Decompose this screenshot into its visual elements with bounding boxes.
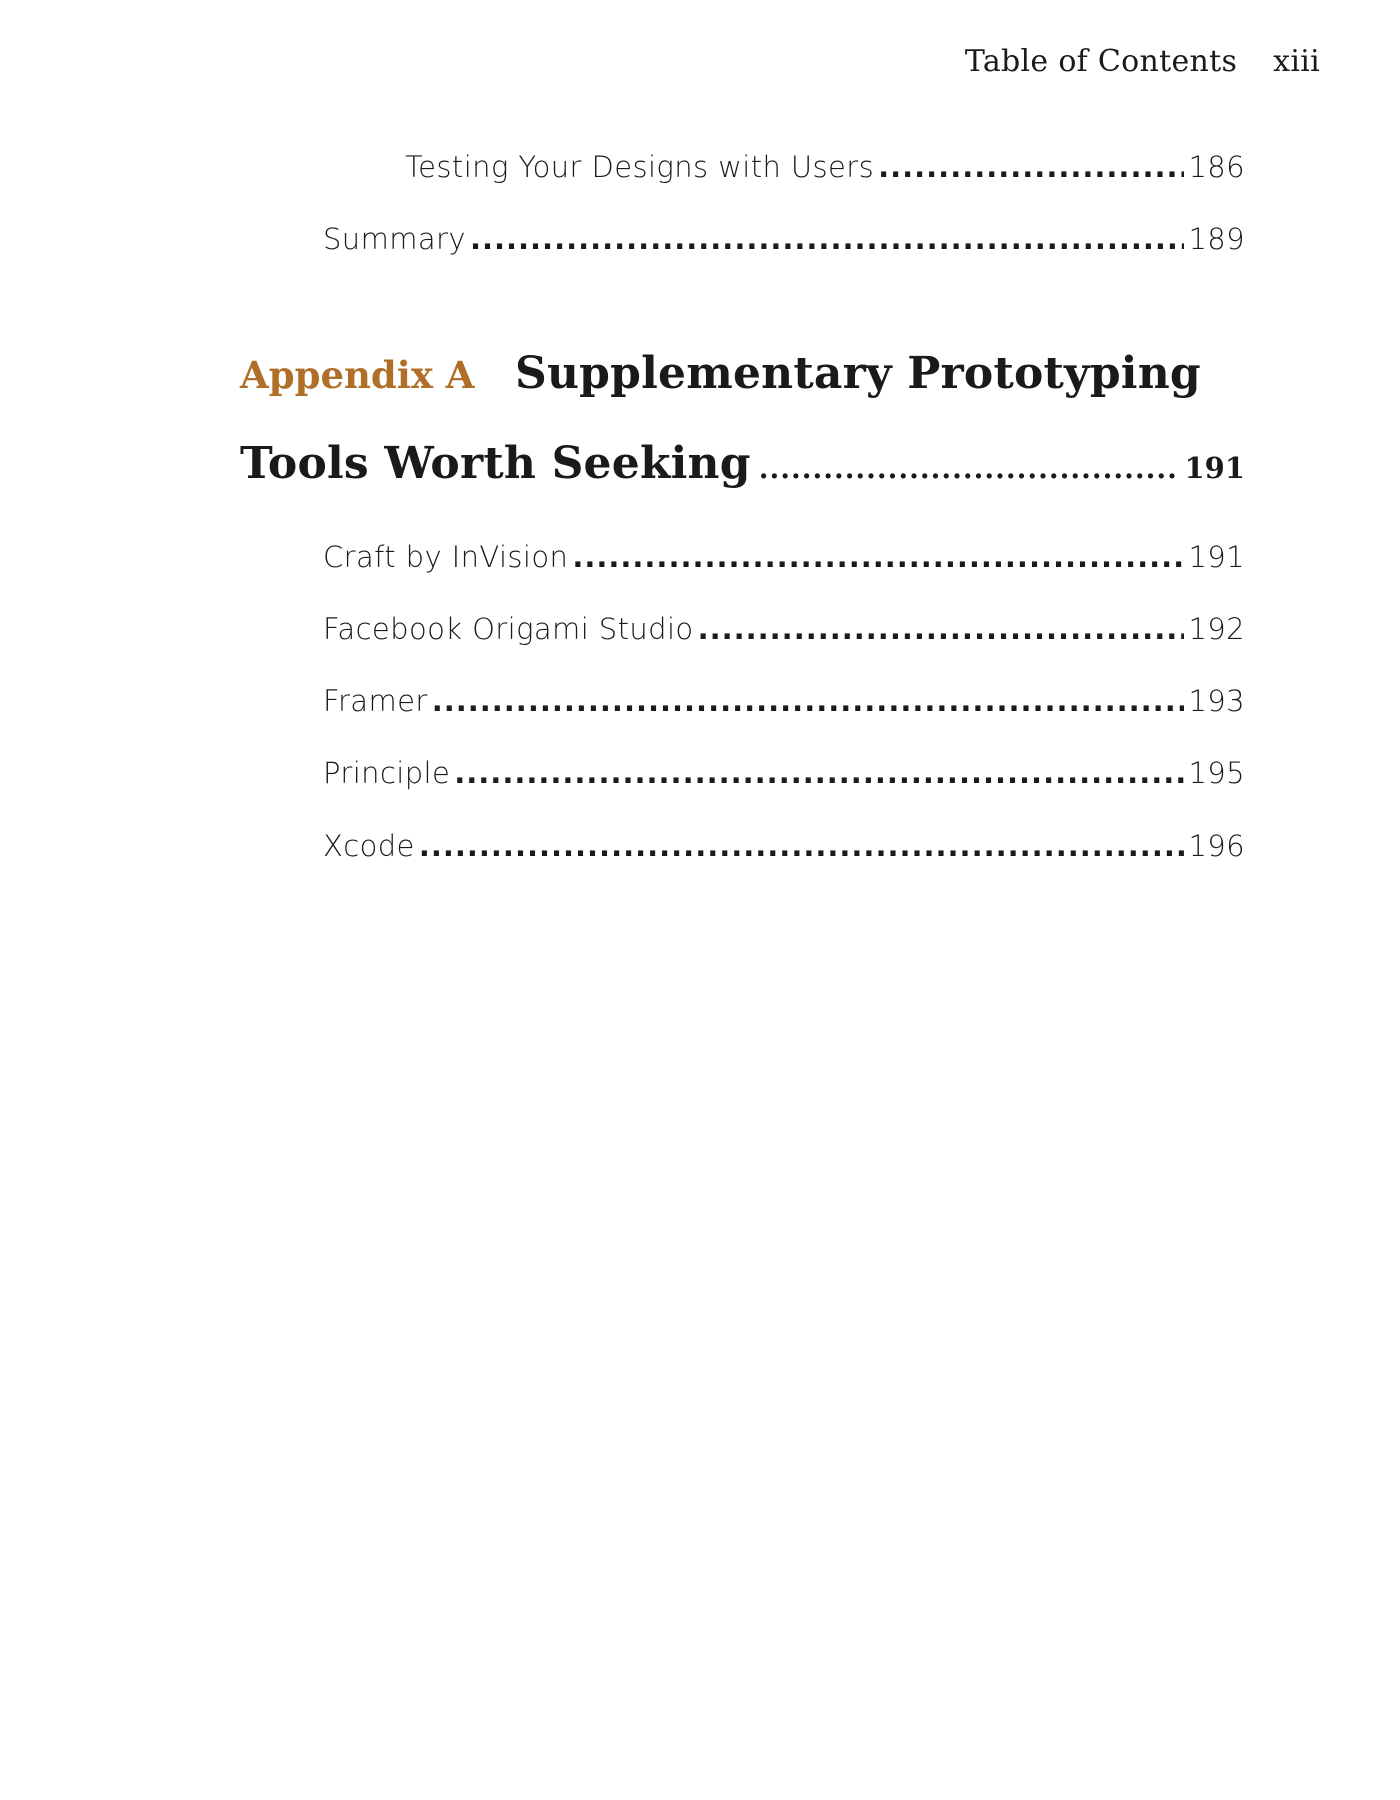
toc-entry-page: 195: [1188, 756, 1245, 790]
dot-leader: [572, 540, 1184, 574]
toc-entry[interactable]: [323, 540, 1245, 574]
toc-entry-page: 192: [1188, 612, 1245, 646]
toc-entry-title: Testing Your Designs with Users: [405, 150, 875, 184]
appendix-heading[interactable]: [240, 348, 1245, 399]
dot-leader: [419, 829, 1185, 863]
appendix-title-line2: Tools Worth Seeking: [240, 438, 751, 489]
toc-entry[interactable]: [323, 612, 1245, 646]
running-head-section: Table of Contents: [964, 44, 1238, 79]
toc-entry-title: Principle: [323, 756, 451, 790]
running-head: [965, 44, 1320, 79]
dot-leader: [878, 150, 1184, 184]
appendix-page: 191: [1184, 451, 1245, 485]
toc-entry-title: Framer: [323, 684, 428, 718]
toc-entry-title: Craft by InVision: [323, 540, 569, 574]
appendix-label: Appendix A: [240, 353, 475, 397]
dot-leader: [759, 452, 1181, 485]
toc-entry-page: 189: [1188, 222, 1245, 256]
toc-entry[interactable]: [323, 756, 1245, 790]
dot-leader: [698, 612, 1185, 646]
toc-entry-title: Summary: [323, 222, 466, 256]
toc-entry[interactable]: [405, 150, 1245, 184]
toc-entry[interactable]: [323, 684, 1245, 718]
toc-entry-title: Xcode: [323, 829, 415, 863]
dot-leader: [470, 222, 1184, 256]
dot-leader: [454, 756, 1184, 790]
appendix-title-line1: Supplementary Prototyping: [515, 348, 1201, 399]
page-folio: xiii: [1273, 44, 1320, 79]
dot-leader: [432, 684, 1185, 718]
toc-entry[interactable]: [323, 829, 1245, 863]
toc-entry-page: 191: [1188, 540, 1245, 574]
appendix-heading-continued[interactable]: [240, 438, 1245, 489]
toc-entry-page: 193: [1188, 684, 1245, 718]
toc-entry-page: 196: [1188, 829, 1245, 863]
toc-entry[interactable]: [323, 222, 1245, 256]
toc-entry-title: Facebook Origami Studio: [323, 612, 694, 646]
toc-entry-page: 186: [1188, 150, 1245, 184]
